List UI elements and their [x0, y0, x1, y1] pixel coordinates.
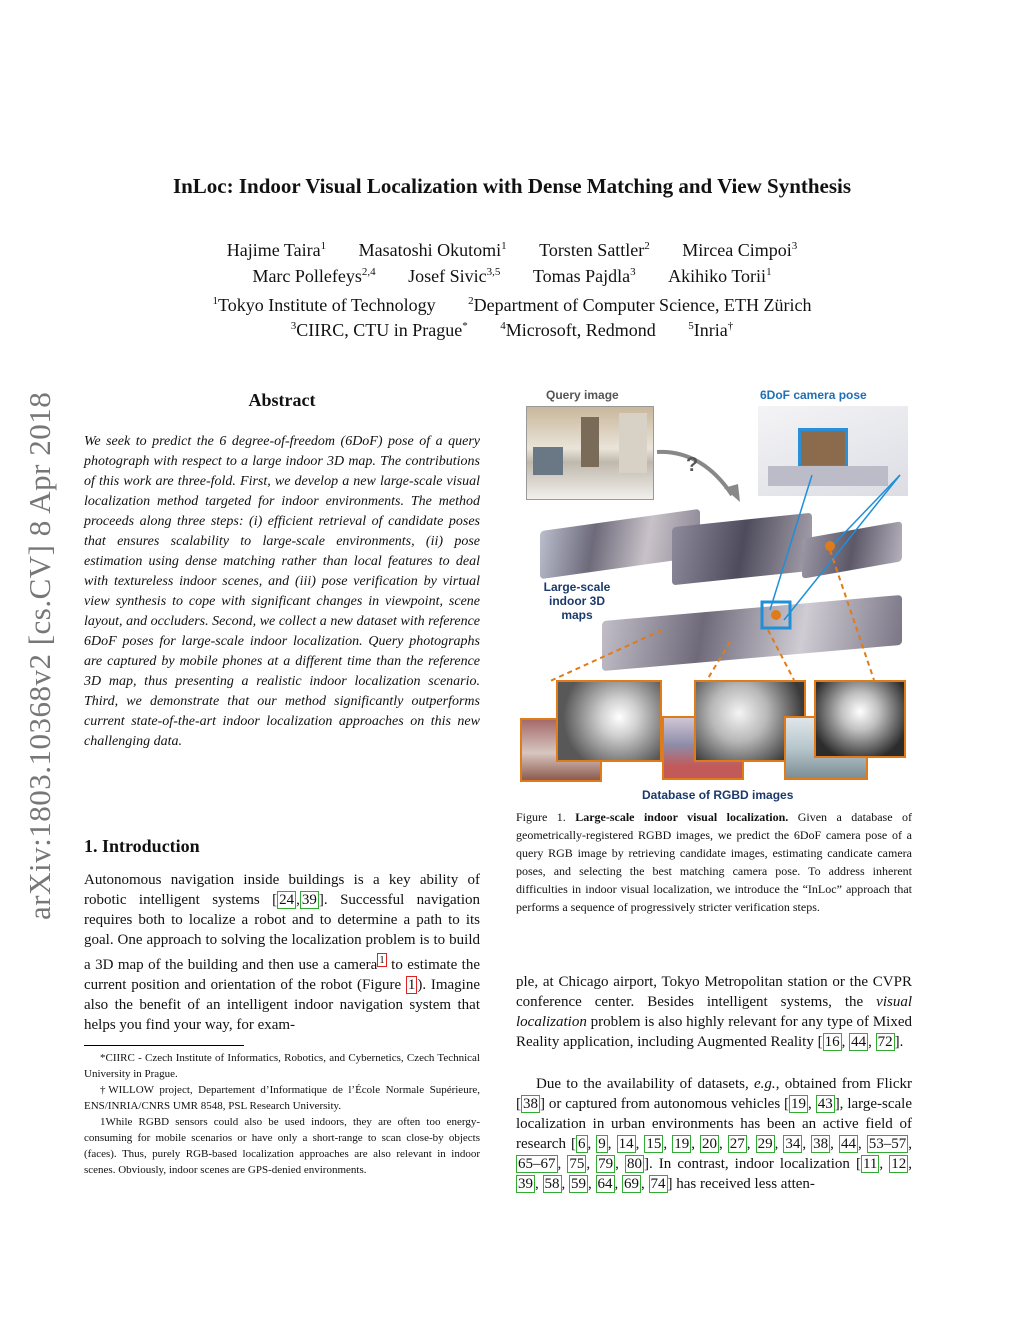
- citation-link[interactable]: 14: [618, 1136, 634, 1152]
- author: Masatoshi Okutomi$^1$: [358, 240, 507, 260]
- abstract-text: We seek to predict the 6 degree-of-freedom (6DoF) pose of a query photograph with respect to a large indoor 3D map. The contributions of this work are three-fold. First, we develop a new large-scale visual localization method targeted for indoor environments. The method proceeds along three steps: (i) efficient retrieval of candidate poses that ensures scalability to large-scale environments, (ii) pose estimation using dense matching rather than local features to deal with textureless indoor scenes, and (iii) pose verification by virtual view synthesis to cope with significant changes in viewpoint, scene layout, and occluders. Second, we collect a new dataset with reference 6DoF poses for large-scale indoor localization. Query photographs are captured by mobile phones at a different time than the reference 3D map, thus presenting a realistic indoor localization scenario. Third, we demonstrate that our method significantly outperforms current state-of-the-art indoor localization approaches on this new challenging data.: [84, 434, 480, 749]
- citation-link[interactable]: 44: [851, 1034, 867, 1050]
- footnote: †WILLOW project, Departement d’Informatique de l’École Normale Supérieure, ENS/INRIA/CNRS UMR 8548, PSL Research University.: [84, 1084, 480, 1112]
- query-image-label: Query image: [546, 388, 619, 402]
- intro-paragraph: Autonomous navigation inside buildings is a key ability of robotic intelligent systems [ 24 , 39 ]. Successful navigation requires both to localize a robot and to determine a path to its goal. One approach to solving the localization problem is to build a 3D map of the building and then use a camera $^1$ to estimate the current position and orientation of the robot (Figure 1 ). Imagine also the benefit of an intelligent indoor navigation system that helps you find your way, for exam-: [84, 872, 481, 1033]
- maps-label: Large-scale indoor 3D maps: [543, 580, 611, 622]
- arxiv-stamp: arXiv:1803.10368v2 [cs.CV] 8 Apr 2018: [22, 391, 57, 920]
- author: Tomas Pajdla$^3$: [532, 266, 636, 286]
- author: Marc Pollefeys$^{2,4}$: [252, 266, 376, 286]
- citation-link[interactable]: 19: [674, 1136, 690, 1152]
- author: Akihiko Torii$^1$: [668, 266, 772, 286]
- question-mark: ?: [686, 454, 699, 476]
- citation-link[interactable]: 53–57: [868, 1136, 907, 1152]
- citation-link[interactable]: 59: [571, 1176, 586, 1192]
- right-paragraph-1: ple, at Chicago airport, Tokyo Metropolitan station or the CVPR conference center. Besides intelligent systems, the visual localization problem is also highly relevant for any type of Mixed Reality application, including Augmented Reality [ 16 , 44 , 72 ].: [516, 974, 912, 1050]
- affiliations-line-1: [0, 295, 1024, 316]
- citation-link[interactable]: 39: [518, 1176, 533, 1192]
- citation-link[interactable]: 6: [578, 1136, 586, 1152]
- citation-link[interactable]: 27: [729, 1136, 745, 1152]
- intro-heading: 1. Introduction: [84, 836, 200, 856]
- authors-line-1: [0, 240, 1024, 261]
- citation-link[interactable]: 65–67: [518, 1156, 556, 1172]
- affiliation: $^5$Inria†: [688, 320, 734, 340]
- citation-link[interactable]: 39: [301, 892, 317, 908]
- author: Josef Sivic$^{3,5}$: [408, 266, 501, 286]
- affiliation: $^1$Tokyo Institute of Technology: [212, 295, 436, 315]
- citation-link[interactable]: 80: [626, 1156, 642, 1172]
- figure-link[interactable]: 1: [407, 977, 416, 993]
- citation-link[interactable]: 34: [785, 1136, 801, 1152]
- citation-link[interactable]: 38: [523, 1096, 538, 1112]
- author: Torsten Sattler$^2$: [539, 240, 650, 260]
- citation-link[interactable]: 44: [840, 1136, 856, 1152]
- figure-caption: Figure 1. Large-scale indoor visual localization. Given a database of geometrically-registered RGBD images, we predict the 6DoF camera pose of a query RGB image by retrieving candidate images, estimating candicate camera poses, and selecting the best matching camera pose. To address inherent difficulties in indoor visual localization, we introduce the “InLoc” approach that performs a sequence of progressively stricter verification steps.: [516, 810, 912, 914]
- figure-1: [512, 380, 912, 800]
- abstract-heading: Abstract: [248, 390, 316, 410]
- camera-pose-label: 6DoF camera pose: [760, 388, 867, 402]
- citation-link[interactable]: 11: [862, 1156, 878, 1172]
- author: Mircea Cimpoi$^3$: [682, 240, 798, 260]
- citation-link[interactable]: 15: [646, 1136, 662, 1152]
- database-label: Database of RGBD images: [642, 788, 794, 802]
- citation-link[interactable]: 79: [598, 1156, 614, 1172]
- citation-link[interactable]: 20: [701, 1136, 717, 1152]
- citation-link[interactable]: 16: [824, 1034, 840, 1050]
- affiliation: $^4$Microsoft, Redmond: [500, 320, 656, 340]
- affiliations-line-2: [0, 320, 1024, 341]
- footnote: *CIIRC - Czech Institute of Informatics, Robotics, and Cybernetics, Czech Technical University in Prague.: [84, 1052, 480, 1080]
- citation-link[interactable]: 9: [598, 1136, 606, 1152]
- database-image: [814, 680, 906, 758]
- citation-link[interactable]: 19: [791, 1096, 807, 1112]
- citation-link[interactable]: 43: [817, 1096, 833, 1112]
- footnote-rule: [84, 1045, 244, 1046]
- footnote: 1While RGBD sensors could also be used indoors, they are often too energy-consuming for mobile scenarios or have only a short-range to scan close-by objects (faces). Thus, purely RGB-based localization approaches are also relevant in indoor scenes. Obviously, indoor scenes are GPS-denied environments.: [84, 1116, 480, 1176]
- footnotes: [84, 1050, 480, 1178]
- citation-link[interactable]: 29: [757, 1136, 773, 1152]
- citation-link[interactable]: 74: [650, 1176, 666, 1192]
- citation-link[interactable]: 69: [624, 1176, 639, 1192]
- citation-link[interactable]: 38: [813, 1136, 829, 1152]
- citation-link[interactable]: 72: [877, 1034, 893, 1050]
- authors-line-2: [0, 266, 1024, 287]
- right-paragraph-2: Due to the availability of datasets, e.g., obtained from Flickr [ 38 ] or captured from autonomous vehicles [ 19 , 43 ], large-scale localization in urban environments has been an active field of research [ 6 , 9 , 14 , 15 , 19 , 20 , 27 , 29 , 34 , 38 , 44 , 53–57 , 65–67 , 75 , 79 , 80 ]. In contrast, indoor localization [ 11 , 12 , 39 , 58 , 59 , 64 , 69 , 74 ] has received less atten-: [516, 1076, 913, 1192]
- citation-link[interactable]: 58: [544, 1176, 560, 1192]
- database-image: [556, 680, 662, 762]
- footnote-link[interactable]: 1: [379, 954, 385, 966]
- citation-link[interactable]: 24: [279, 892, 295, 908]
- paper-title: InLoc: Indoor Visual Localization with Dense Matching and View Synthesis: [172, 174, 852, 198]
- affiliation: $^2$Department of Computer Science, ETH Zürich: [468, 295, 812, 315]
- author: Hajime Taira$^1$: [226, 240, 327, 260]
- citation-link[interactable]: 12: [891, 1156, 907, 1172]
- citation-link[interactable]: 64: [597, 1176, 613, 1192]
- citation-link[interactable]: 75: [569, 1156, 585, 1172]
- affiliation: $^3$CIIRC, CTU in Prague*: [290, 320, 468, 340]
